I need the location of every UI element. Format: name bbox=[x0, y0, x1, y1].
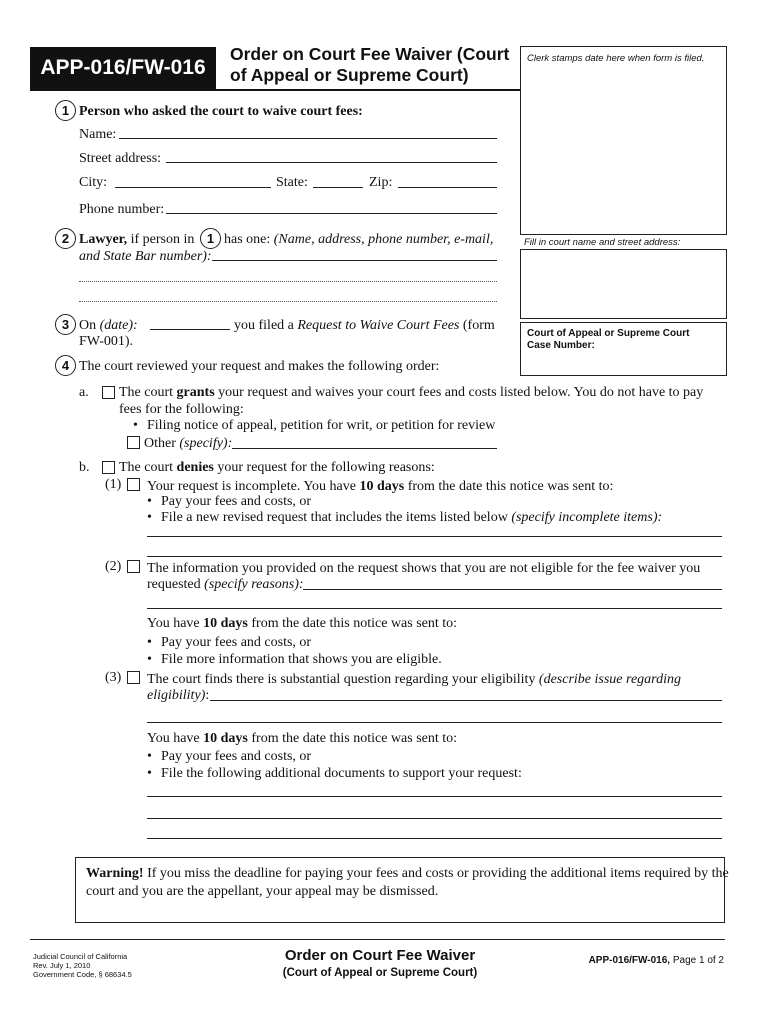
footer-form-id: APP-016/FW-016, bbox=[588, 955, 671, 966]
item-4a-bullet: • Filing notice of appeal, petition for writ, or petition for review bbox=[147, 418, 495, 434]
zip-field[interactable] bbox=[398, 187, 497, 188]
warning-label: Warning! bbox=[86, 866, 144, 881]
item-2-line2 bbox=[79, 249, 212, 265]
grants-checkbox[interactable] bbox=[102, 386, 115, 399]
item-1-number: 1 bbox=[55, 100, 76, 121]
footer-title-1: Order on Court Fee Waiver bbox=[284, 947, 476, 964]
item-4-number: 4 bbox=[55, 355, 76, 376]
footer-page bbox=[589, 955, 724, 966]
form-title-line1: Order on Court Fee Waiver (Court bbox=[230, 44, 510, 64]
court-name-note: Fill in court name and street address: bbox=[524, 237, 681, 248]
item-3-number: 3 bbox=[55, 314, 76, 335]
warning-line1 bbox=[86, 866, 729, 882]
other-specify-label: (specify): bbox=[179, 436, 233, 451]
state-field[interactable] bbox=[313, 187, 363, 188]
state-label: State: bbox=[276, 175, 308, 190]
clerk-stamp-box[interactable] bbox=[520, 46, 727, 235]
item-2-line1b bbox=[224, 232, 493, 248]
b2-bullet-2: • File more information that shows you are eligible. bbox=[161, 652, 442, 668]
b1-bullet-1: • Pay your fees and costs, or bbox=[161, 494, 311, 510]
item-1-heading: Person who asked the court to waive court fees: bbox=[79, 104, 363, 119]
city-field[interactable] bbox=[115, 187, 271, 188]
footer-title bbox=[245, 947, 515, 981]
item-3-date-label: (date): bbox=[99, 318, 138, 333]
item-3-text-b: (form bbox=[462, 318, 495, 333]
item-2-line1 bbox=[79, 232, 194, 248]
case-number-label-2: Case Number: bbox=[527, 340, 595, 351]
item-4b-letter: b. bbox=[79, 460, 90, 475]
item-4-intro: The court reviewed your request and makes the following order: bbox=[79, 359, 440, 374]
item-2-text-a: if person in bbox=[130, 232, 195, 247]
denies-word: denies bbox=[176, 460, 214, 475]
b3-italic-1: (describe issue regarding bbox=[538, 672, 681, 687]
footer-title-2: (Court of Appeal or Supreme Court) bbox=[282, 967, 478, 979]
footer-rev: Rev. July 1, 2010 bbox=[33, 961, 91, 970]
b2-have-line bbox=[147, 616, 457, 632]
item-4b-text2: your request for the following reasons: bbox=[217, 460, 435, 475]
b3-have1: You have bbox=[147, 731, 200, 746]
footer-rule bbox=[30, 939, 725, 940]
court-name-box[interactable] bbox=[520, 249, 727, 319]
reasons-field-1[interactable] bbox=[303, 589, 722, 590]
street-label: Street address: bbox=[79, 151, 162, 166]
warning-text2: court and you are the appellant, your appeal may be dismissed. bbox=[86, 884, 439, 899]
footer-council: Judicial Council of California bbox=[33, 952, 128, 961]
item-3-rest bbox=[234, 318, 495, 334]
b3-bullet-1: • Pay your fees and costs, or bbox=[161, 749, 311, 765]
item-3-text-a: you filed a bbox=[234, 318, 294, 333]
footer-code: Government Code, § 68634.5 bbox=[33, 970, 132, 979]
b2-text2: requested bbox=[147, 577, 201, 592]
b2-line2 bbox=[147, 577, 304, 593]
b1-bullet-2-italic: (specify incomplete items): bbox=[511, 510, 663, 525]
item-3-request-title: Request to Waive Court Fees bbox=[297, 318, 460, 333]
b2-have1: You have bbox=[147, 616, 200, 631]
b2-specify-label: (specify reasons): bbox=[204, 577, 304, 592]
warning-text1: If you miss the deadline for paying your fees and costs or providing the additional items required by the bbox=[147, 866, 729, 881]
lawyer-label: Lawyer, bbox=[79, 232, 128, 247]
item-4a-other bbox=[144, 436, 232, 452]
form-title-line2: of Appeal or Supreme Court) bbox=[230, 65, 469, 85]
b1-days: 10 days bbox=[359, 479, 405, 494]
b3-bullet-2: • File the following additional documents to support your request: bbox=[161, 766, 522, 782]
incomplete-items-field-1[interactable] bbox=[147, 536, 722, 537]
b2-number: (2) bbox=[105, 559, 122, 574]
item-3-on bbox=[79, 318, 138, 334]
b3-number: (3) bbox=[105, 670, 122, 685]
item-4a-text2: your request and waives your court fees and costs listed below. You do not have to pay bbox=[218, 385, 704, 400]
name-label: Name: bbox=[79, 127, 117, 142]
item-3-text-c: FW-001). bbox=[79, 334, 134, 349]
name-field[interactable] bbox=[119, 138, 497, 139]
item-4a-text1: The court bbox=[119, 385, 174, 400]
not-eligible-checkbox[interactable] bbox=[127, 560, 140, 573]
documents-field-3[interactable] bbox=[147, 838, 722, 839]
warning-box bbox=[75, 857, 729, 923]
b2-have2: from the date this notice was sent to: bbox=[251, 616, 458, 631]
item-4b-line1 bbox=[119, 460, 435, 476]
b3-line2 bbox=[147, 688, 209, 704]
clerk-stamp-note: Clerk stamps date here when form is filed. bbox=[527, 53, 705, 64]
eligibility-field-1[interactable] bbox=[210, 700, 722, 701]
b3-text1: The court finds there is substantial question regarding your eligibility bbox=[147, 672, 536, 687]
b2-text1: The information you provided on the request shows that you are not eligible for the fee waiver you bbox=[147, 561, 701, 576]
item-2-number: 2 bbox=[55, 228, 76, 249]
lawyer-field-3[interactable] bbox=[79, 301, 497, 302]
case-number-label-1: Court of Appeal or Supreme Court bbox=[527, 328, 690, 339]
b2-bullet-1: • Pay your fees and costs, or bbox=[161, 635, 311, 651]
item-2-ref-number: 1 bbox=[200, 228, 221, 249]
city-label: City: bbox=[79, 175, 108, 190]
b2-days: 10 days bbox=[203, 616, 248, 631]
item-2-italic-a: (Name, address, phone number, e-mail, bbox=[273, 232, 494, 247]
incomplete-checkbox[interactable] bbox=[127, 478, 140, 491]
b1-text1: Your request is incomplete. You have bbox=[147, 479, 356, 494]
zip-label: Zip: bbox=[369, 175, 393, 190]
substantial-question-checkbox[interactable] bbox=[127, 671, 140, 684]
b3-italic-2: eligibility) bbox=[147, 688, 206, 703]
other-label: Other bbox=[144, 436, 176, 451]
other-checkbox[interactable] bbox=[127, 436, 140, 449]
item-4a-line1 bbox=[119, 385, 703, 401]
filed-date-field[interactable] bbox=[150, 329, 230, 330]
eligibility-field-2[interactable] bbox=[147, 722, 722, 723]
lawyer-field-2[interactable] bbox=[79, 281, 497, 282]
documents-field-2[interactable] bbox=[147, 818, 722, 819]
b1-number: (1) bbox=[105, 477, 122, 492]
b3-have-line bbox=[147, 731, 457, 747]
documents-field-1[interactable] bbox=[147, 796, 722, 797]
item-4a-text3: fees for the following: bbox=[119, 402, 244, 417]
case-number-box[interactable] bbox=[520, 322, 727, 376]
footer-left bbox=[33, 952, 132, 979]
item-3-on-text: On bbox=[79, 318, 97, 333]
incomplete-items-field-2[interactable] bbox=[147, 556, 722, 557]
reasons-field-2[interactable] bbox=[147, 608, 722, 609]
other-specify-field[interactable] bbox=[232, 448, 497, 449]
form-title bbox=[230, 44, 509, 86]
b3-have2: from the date this notice was sent to: bbox=[251, 731, 458, 746]
denies-checkbox[interactable] bbox=[102, 461, 115, 474]
b3-line1 bbox=[147, 672, 681, 688]
b1-text2: from the date this notice was sent to: bbox=[407, 479, 614, 494]
phone-field[interactable] bbox=[166, 213, 497, 214]
item-4a-letter: a. bbox=[79, 385, 89, 400]
footer-page-number: Page 1 of 2 bbox=[672, 955, 724, 966]
item-4b-text1: The court bbox=[119, 460, 174, 475]
lawyer-field-1[interactable] bbox=[212, 260, 497, 261]
form-id-badge: APP-016/FW-016 bbox=[30, 47, 216, 89]
phone-label: Phone number: bbox=[79, 202, 165, 217]
item-2-text-b: has one: bbox=[224, 232, 271, 247]
street-field[interactable] bbox=[166, 162, 497, 163]
b1-bullet-2 bbox=[161, 510, 662, 526]
header-rule bbox=[30, 89, 520, 91]
b1-line1 bbox=[147, 479, 613, 495]
b3-days: 10 days bbox=[203, 731, 248, 746]
item-2-italic-b: and State Bar number): bbox=[79, 249, 212, 264]
b1-bullet-2-text: File a new revised request that includes the items listed below bbox=[161, 510, 508, 525]
grants-word: grants bbox=[176, 385, 215, 400]
b3-colon: : bbox=[205, 688, 210, 703]
